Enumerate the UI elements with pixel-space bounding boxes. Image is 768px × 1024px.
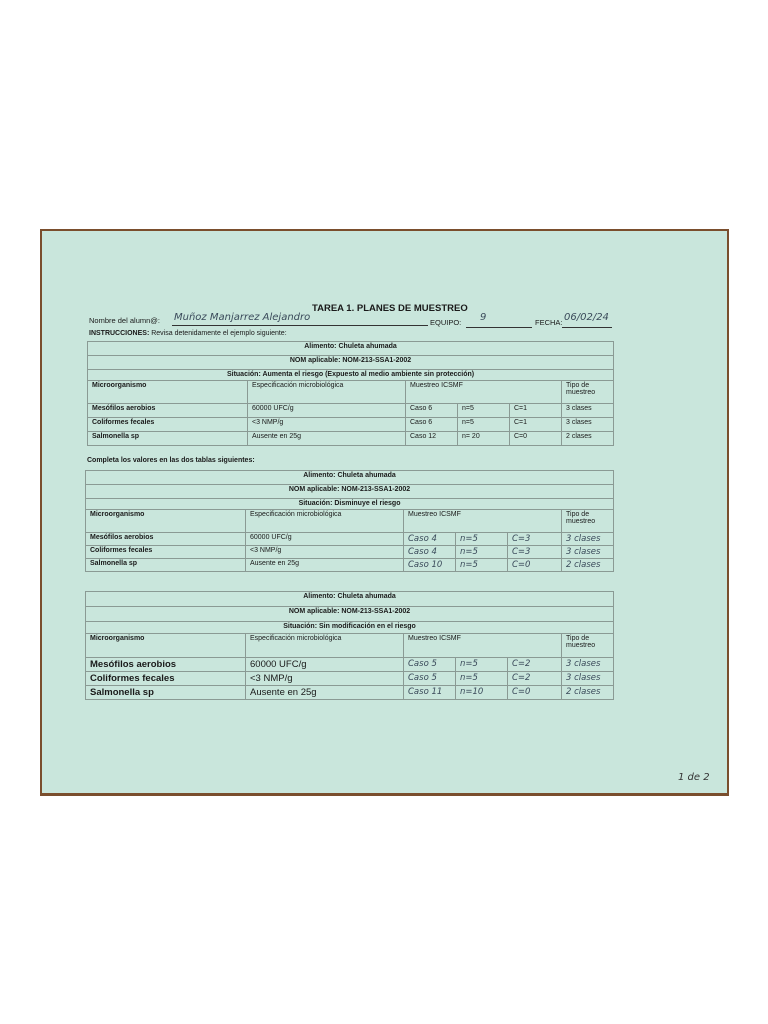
n-cell: n=10 — [456, 686, 508, 700]
n-cell: n= 20 — [458, 432, 510, 446]
tipo-cell: 2 clases — [562, 432, 614, 446]
col-header-type-line2: muestreo — [566, 518, 596, 525]
c-cell: C=2 — [508, 658, 562, 672]
col-header-type-line1: Tipo de — [566, 635, 590, 642]
c-cell: C=0 — [510, 432, 562, 446]
n-cell: n=5 — [458, 418, 510, 432]
col-header-micro: Microorganismo — [86, 510, 246, 533]
table-row — [86, 546, 614, 559]
spec-cell: 60000 UFC/g — [246, 658, 404, 672]
caso-cell: Caso 6 — [406, 418, 458, 432]
table-row — [86, 533, 614, 546]
micro-cell: Salmonella sp — [88, 432, 248, 446]
tipo-cell: 3 clases — [562, 672, 614, 686]
col-header-type-line2: muestreo — [566, 389, 596, 396]
table-row — [86, 686, 614, 700]
date-value: 06/02/24 — [564, 312, 609, 323]
c-cell: C=3 — [508, 533, 562, 546]
col-header-type-line1: Tipo de — [566, 382, 590, 389]
micro-cell: Coliformes fecales — [86, 672, 246, 686]
c-cell: C=2 — [508, 672, 562, 686]
caso-cell: Caso 6 — [406, 404, 458, 418]
situation-row: Situación: Aumenta el riesgo (Expuesto al medio ambiente sin protección) — [88, 370, 614, 381]
caso-cell: Caso 5 — [404, 672, 456, 686]
instructions-label: INSTRUCCIONES: — [89, 330, 150, 337]
spec-cell: Ausente en 25g — [246, 686, 404, 700]
date-underline — [562, 327, 612, 328]
spec-cell: 60000 UFC/g — [246, 533, 404, 546]
caso-cell: Caso 11 — [404, 686, 456, 700]
situation-row: Situación: Disminuye el riesgo — [86, 499, 614, 510]
micro-cell: Mesófilos aerobios — [88, 404, 248, 418]
n-cell: n=5 — [456, 533, 508, 546]
table-row — [86, 672, 614, 686]
page-number: 1 de 2 — [678, 772, 710, 783]
spec-cell: Ausente en 25g — [248, 432, 406, 446]
micro-cell: Salmonella sp — [86, 686, 246, 700]
col-header-type — [562, 510, 614, 533]
section-subtitle: Completa los valores en las dos tablas siguientes: — [87, 457, 255, 464]
table-row — [88, 418, 614, 432]
sampling-table-example — [87, 341, 614, 446]
n-cell: n=5 — [456, 546, 508, 559]
food-row: Alimento: Chuleta ahumada — [86, 592, 614, 607]
caso-cell: Caso 10 — [404, 559, 456, 572]
table-row — [88, 432, 614, 446]
col-header-spec: Especificación microbiológica — [246, 510, 404, 533]
micro-cell: Mesófilos aerobios — [86, 533, 246, 546]
instructions — [89, 330, 287, 337]
name-label: Nombre del alumn@: — [89, 316, 160, 325]
tipo-cell: 3 clases — [562, 658, 614, 672]
team-value: 9 — [480, 312, 487, 323]
page-title: TAREA 1. PLANES DE MUESTREO — [312, 303, 468, 314]
name-underline — [172, 325, 428, 326]
n-cell: n=5 — [458, 404, 510, 418]
c-cell: C=3 — [508, 546, 562, 559]
n-cell: n=5 — [456, 559, 508, 572]
col-header-spec: Especificación microbiológica — [246, 634, 404, 658]
tipo-cell: 3 clases — [562, 546, 614, 559]
c-cell: C=1 — [510, 418, 562, 432]
spec-cell: Ausente en 25g — [246, 559, 404, 572]
sampling-table-no-change — [85, 591, 614, 700]
col-header-type-line1: Tipo de — [566, 511, 590, 518]
col-header-spec: Especificación microbiológica — [248, 381, 406, 404]
n-cell: n=5 — [456, 658, 508, 672]
col-header-type — [562, 634, 614, 658]
c-cell: C=0 — [508, 559, 562, 572]
col-header-sampling: Muestreo ICSMF — [404, 510, 562, 533]
table-row — [86, 559, 614, 572]
table-row — [88, 404, 614, 418]
nom-row: NOM aplicable: NOM-213-SSA1-2002 — [86, 607, 614, 622]
tipo-cell: 3 clases — [562, 404, 614, 418]
spec-cell: <3 NMP/g — [246, 546, 404, 559]
micro-cell: Coliformes fecales — [86, 546, 246, 559]
team-underline — [466, 327, 532, 328]
c-cell: C=1 — [510, 404, 562, 418]
col-header-type-line2: muestreo — [566, 642, 596, 649]
tipo-cell: 3 clases — [562, 418, 614, 432]
col-header-micro: Microorganismo — [88, 381, 248, 404]
micro-cell: Mesófilos aerobios — [86, 658, 246, 672]
sampling-table-decreased-risk — [85, 470, 614, 572]
tipo-cell: 3 clases — [562, 533, 614, 546]
tipo-cell: 2 clases — [562, 686, 614, 700]
micro-cell: Salmonella sp — [86, 559, 246, 572]
col-header-sampling: Muestreo ICSMF — [404, 634, 562, 658]
food-row: Alimento: Chuleta ahumada — [88, 342, 614, 356]
caso-cell: Caso 4 — [404, 546, 456, 559]
caso-cell: Caso 5 — [404, 658, 456, 672]
team-label: EQUIPO: — [430, 318, 462, 327]
n-cell: n=5 — [456, 672, 508, 686]
name-value: Muñoz Manjarrez Alejandro — [174, 312, 311, 323]
col-header-micro: Microorganismo — [86, 634, 246, 658]
c-cell: C=0 — [508, 686, 562, 700]
micro-cell: Coliformes fecales — [88, 418, 248, 432]
caso-cell: Caso 12 — [406, 432, 458, 446]
food-row: Alimento: Chuleta ahumada — [86, 471, 614, 485]
caso-cell: Caso 4 — [404, 533, 456, 546]
spec-cell: <3 NMP/g — [246, 672, 404, 686]
col-header-sampling: Muestreo ICSMF — [406, 381, 562, 404]
tipo-cell: 2 clases — [562, 559, 614, 572]
spec-cell: <3 NMP/g — [248, 418, 406, 432]
instructions-text: Revisa detenidamente el ejemplo siguiente: — [149, 330, 287, 337]
col-header-type — [562, 381, 614, 404]
date-label: FECHA: — [535, 318, 563, 327]
spec-cell: 60000 UFC/g — [248, 404, 406, 418]
nom-row: NOM aplicable: NOM-213-SSA1-2002 — [88, 356, 614, 370]
table-row — [86, 658, 614, 672]
nom-row: NOM aplicable: NOM-213-SSA1-2002 — [86, 485, 614, 499]
situation-row: Situación: Sin modificación en el riesgo — [86, 622, 614, 634]
